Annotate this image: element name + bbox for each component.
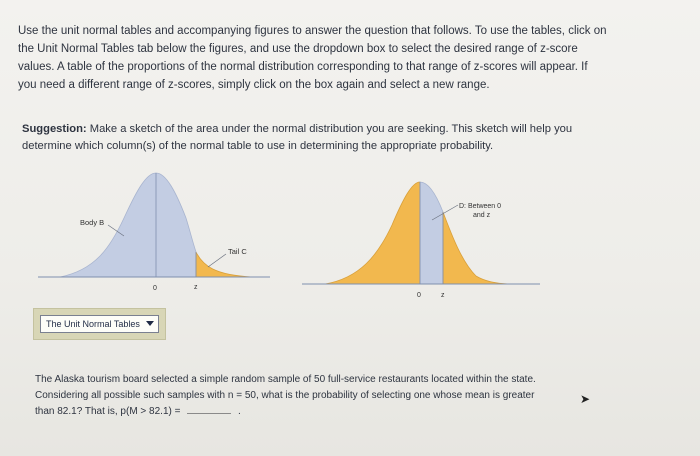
unit-normal-tables-label: The Unit Normal Tables — [46, 319, 140, 329]
caret-down-icon[interactable] — [146, 321, 154, 326]
mouse-cursor-icon: ➤ — [580, 392, 591, 406]
outer-left-region — [325, 182, 420, 284]
between-label: and z — [473, 212, 491, 219]
body-label: Body B — [80, 218, 105, 227]
question-period: . — [238, 406, 241, 417]
instructions-line: the Unit Normal Tables tab below the figures, and use the dropdown box to select the desired range of z-score — [18, 43, 578, 55]
instructions-line: you need a different range of z-scores, simply click on the box again and select a new range. — [18, 79, 490, 91]
unit-normal-tables-dropdown[interactable] — [40, 315, 159, 333]
tail-label: Tail C — [228, 247, 247, 256]
between-region — [420, 182, 443, 284]
question-line: Considering all possible such samples with n = 50, what is the probability of selecting one whose mean is greater — [35, 390, 535, 401]
unit-normal-tables-tab[interactable] — [33, 308, 166, 340]
normal-distribution-figures — [0, 160, 700, 300]
suggestion-text: Make a sketch of the area under the normal distribution you are seeking. This sketch will help you — [89, 123, 573, 135]
tail-pointer — [208, 254, 226, 267]
suggestion-label: Suggestion: — [22, 123, 87, 135]
figure-left — [38, 173, 270, 292]
outer-right-region — [443, 212, 512, 284]
instructions-line: values. A table of the proportions of the normal distribution corresponding to that range of z-scores will appear. If — [18, 61, 588, 73]
tick-z: z — [441, 292, 445, 299]
tick-z: z — [194, 284, 198, 291]
tick-zero: 0 — [417, 292, 421, 299]
figure-right — [302, 182, 540, 299]
instructions-line: Use the unit normal tables and accompanying figures to answer the question that follows. To use the tables, click on — [18, 25, 607, 37]
tick-zero: 0 — [153, 285, 157, 292]
question — [35, 372, 595, 420]
suggestion — [22, 121, 642, 155]
suggestion-text: determine which column(s) of the normal table to use in determining the appropriate probability. — [22, 140, 494, 152]
question-line: The Alaska tourism board selected a simple random sample of 50 full-service restaurants located within the state. — [35, 374, 536, 385]
between-label: D: Between 0 — [459, 203, 502, 210]
instructions — [18, 22, 638, 94]
question-line: than 82.1? That is, p(M > 82.1) = — [35, 406, 181, 417]
answer-blank[interactable] — [187, 404, 231, 414]
